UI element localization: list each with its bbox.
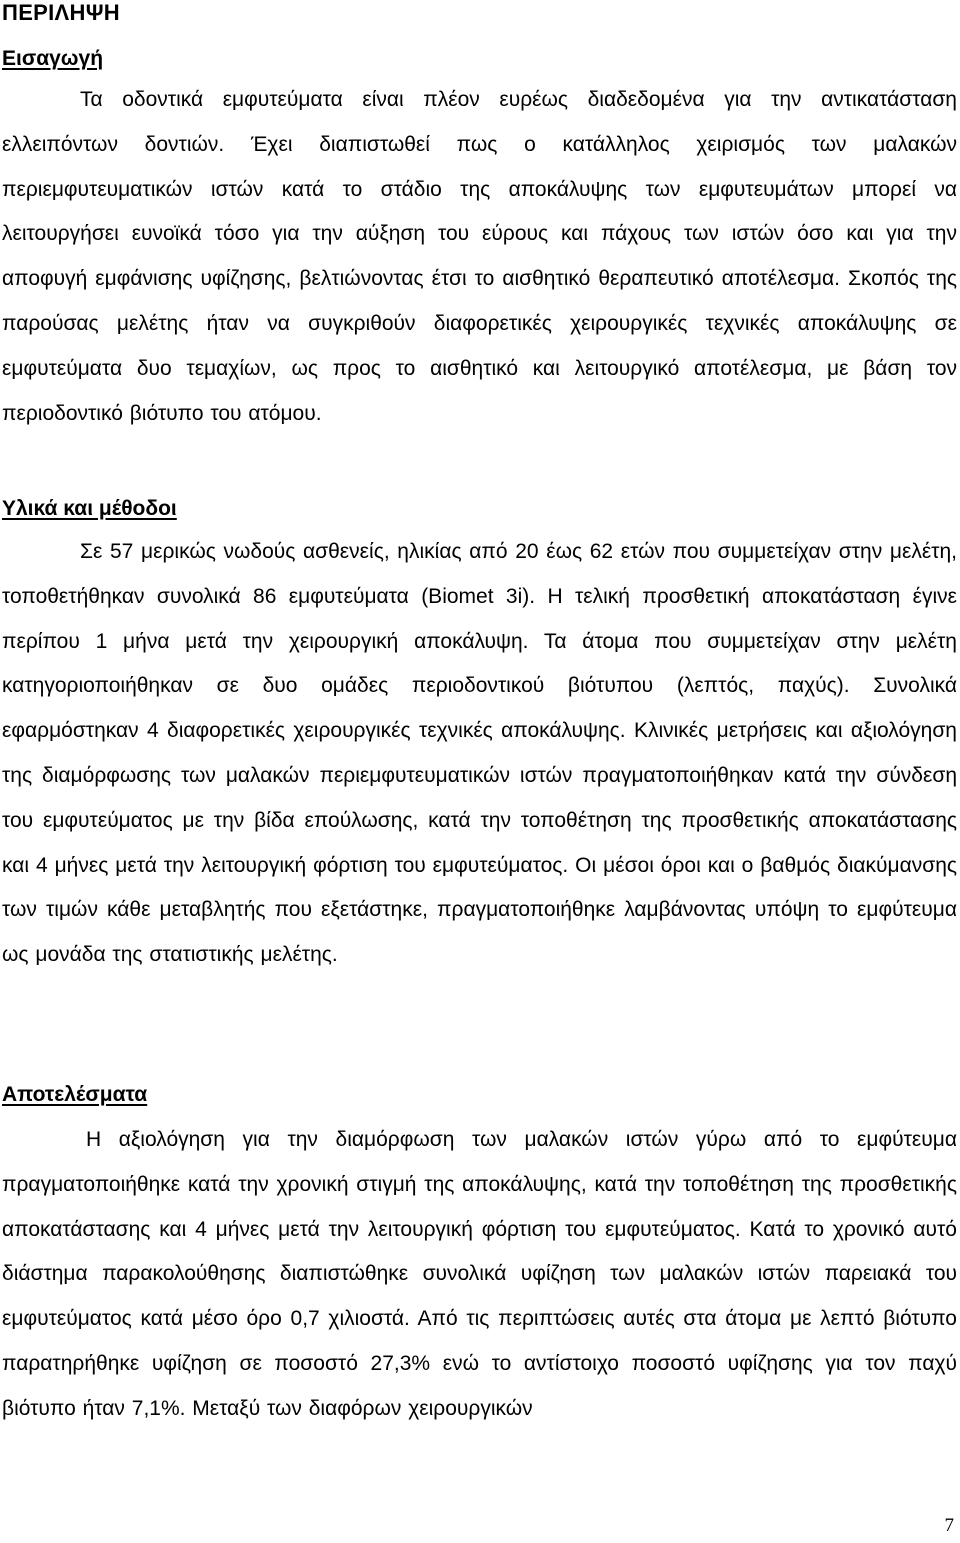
section-heading-results: Αποτελέσματα — [2, 1083, 148, 1106]
section-heading-introduction: Εισαγωγή — [2, 47, 104, 70]
page-number: 7 — [944, 1515, 954, 1536]
section-text-results: Η αξιολόγηση για την διαμόρφωση των μαλακών ιστών γύρω από το εμφύτευμα πραγματοποιήθηκε κατά την χρονική στιγμή της αποκάλυψης, κατά την τοποθέτηση της προσθετικής αποκατάστασης και 4 μήνες μετά την λειτουργική φόρτιση του εμφυτεύματος. Κατά το χρονικό αυτό διάστημα παρακολούθησης διαπιστώθηκε συνολικά υφίζηση των μαλακών ιστών παρειακά του εμφυτεύματος κατά μέσο όρο 0,7 χιλιοστά. Από τις περιπτώσεις αυτές στα άτομα με λεπτό βιότυπο παρατηρήθηκε υφίζηση σε ποσοστό 27,3% ενώ το αντίστοιχο ποσοστό υφίζησης για τον παχύ βιότυπο ήταν 7,1%. Μεταξύ των διαφόρων χειρουργικών — [2, 1128, 957, 1420]
page-title: ΠΕΡΙΛΗΨΗ — [2, 0, 120, 25]
section-paragraph-introduction — [2, 78, 957, 436]
section-paragraph-results — [2, 1118, 957, 1432]
section-heading-methods: Υλικά και μέθοδοι — [2, 497, 177, 520]
section-paragraph-methods — [2, 530, 957, 978]
section-text-methods: Σε 57 μερικώς νωδούς ασθενείς, ηλικίας από 20 έως 62 ετών που συμμετείχαν στην μελέτη, τοποθετήθηκαν συνολικά 86 εμφυτεύματα (Biomet 3i). Η τελική προσθετική αποκατάσταση έγινε περίπου 1 μήνα μετά την χειρουργική αποκάλυψη. Τα άτομα που συμμετείχαν στην μελέτη κατηγοριοποιήθηκαν σε δυο ομάδες περιοδοντικού βιότυπου (λεπτός, παχύς). Συνολικά εφαρμόστηκαν 4 διαφορετικές χειρουργικές τεχνικές αποκάλυψης. Κλινικές μετρήσεις και αξιολόγηση της διαμόρφωσης των μαλακών περιεμφυτευματικών ιστών πραγματοποιήθηκαν κατά την σύνδεση του εμφυτεύματος με την βίδα επούλωσης, κατά την τοποθέτηση της προσθετικής αποκατάστασης και 4 μήνες μετά την λειτουργική φόρτιση του εμφυτεύματος. Οι μέσοι όροι και ο βαθμός διακύμανσης των τιμών κάθε μεταβλητής που εξετάστηκε, πραγματοποιήθηκε λαμβάνοντας υπόψη το εμφύτευμα ως μονάδα της στατιστικής μελέτης. — [2, 540, 957, 967]
section-text-introduction: Τα οδοντικά εμφυτεύματα είναι πλέον ευρέως διαδεδομένα για την αντικατάσταση ελλειπόντων δοντιών. Έχει διαπιστωθεί πως ο κατάλληλος χειρισμός των μαλακών περιεμφυτευματικών ιστών κατά το στάδιο της αποκάλυψης των εμφυτευμάτων μπορεί να λειτουργήσει ευνοϊκά τόσο για την αύξηση του εύρους και πάχους των ιστών όσο και για την αποφυγή εμφάνισης υφίζησης, βελτιώνοντας έτσι το αισθητικό θεραπευτικό αποτέλεσμα. Σκοπός της παρούσας μελέτης ήταν να συγκριθούν διαφορετικές χειρουργικές τεχνικές αποκάλυψης σε εμφυτεύματα δυο τεμαχίων, ως προς το αισθητικό και λειτουργικό αποτέλεσμα, με βάση τον περιοδοντικό βιότυπο του ατόμου. — [2, 88, 957, 425]
